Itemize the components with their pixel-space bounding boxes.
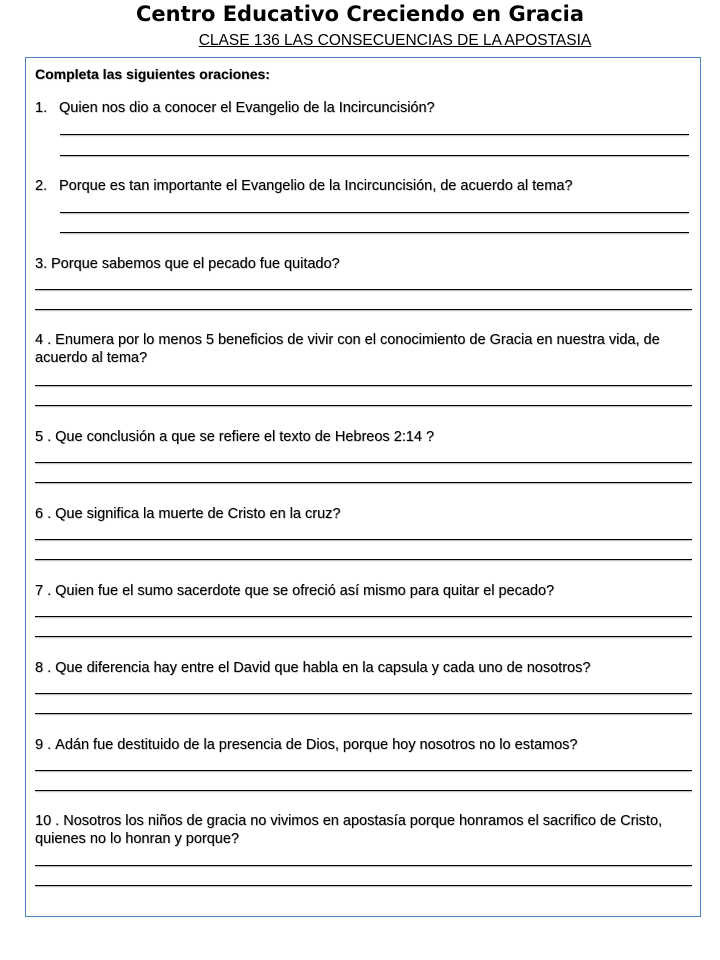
question-5-number: 5 . <box>35 429 52 445</box>
question-3-number: 3. <box>35 256 48 272</box>
answer-line-1a[interactable] <box>60 134 689 135</box>
answer-line-10b[interactable] <box>35 885 692 886</box>
question-2-number: 2. <box>35 178 48 194</box>
answer-line-3a[interactable] <box>35 289 692 290</box>
question-10-text: Nosotros los niños de gracia no vivimos en apostasía porque honramos el sacrifico de Cristo, quienes no lo honran y porque? <box>35 813 663 847</box>
question-5-text: Que conclusión a que se refiere el texto de Hebreos 2:14 ? <box>55 429 435 445</box>
question-10 <box>35 812 685 848</box>
answer-line-5a[interactable] <box>35 462 692 463</box>
question-10-number: 10 . <box>35 813 60 829</box>
answer-line-4a[interactable] <box>35 385 692 386</box>
question-6 <box>35 505 340 523</box>
school-title: Centro Educativo Creciendo en Gracia <box>135 2 585 26</box>
answer-line-9b[interactable] <box>35 790 692 791</box>
answer-line-2b[interactable] <box>60 232 689 233</box>
question-4-number: 4 . <box>35 332 52 348</box>
answer-line-8a[interactable] <box>35 693 692 694</box>
question-7-text: Quien fue el sumo sacerdote que se ofreció así mismo para quitar el pecado? <box>55 583 555 599</box>
question-6-number: 6 . <box>35 506 52 522</box>
question-6-text: Que significa la muerte de Cristo en la cruz? <box>55 506 341 522</box>
question-7 <box>35 582 554 600</box>
question-2-text: Porque es tan importante el Evangelio de la Incircuncisión, de acuerdo al tema? <box>59 178 573 194</box>
question-9 <box>35 736 578 754</box>
answer-line-10a[interactable] <box>35 865 692 866</box>
answer-line-4b[interactable] <box>35 405 692 406</box>
question-1-text: Quien nos dio a conocer el Evangelio de la Incircuncisión? <box>59 100 435 116</box>
question-9-number: 9 . <box>35 737 52 753</box>
question-8 <box>35 659 590 677</box>
class-subtitle: CLASE 136 LAS CONSECUENCIAS DE LA APOSTASIA <box>198 32 592 49</box>
answer-line-3b[interactable] <box>35 309 692 310</box>
question-8-number: 8 . <box>35 660 52 676</box>
question-1-number: 1. <box>35 100 48 116</box>
question-8-text: Que diferencia hay entre el David que habla en la capsula y cada uno de nosotros? <box>55 660 591 676</box>
answer-line-5b[interactable] <box>35 482 692 483</box>
answer-line-7b[interactable] <box>35 636 692 637</box>
answer-line-8b[interactable] <box>35 713 692 714</box>
question-4 <box>35 331 675 367</box>
question-1 <box>35 99 435 117</box>
answer-line-9a[interactable] <box>35 770 692 771</box>
question-4-text: Enumera por lo menos 5 beneficios de vivir con el conocimiento de Gracia en nuestra vida, de acuerdo al tema? <box>35 332 660 366</box>
answer-line-2a[interactable] <box>60 212 689 213</box>
question-7-number: 7 . <box>35 583 52 599</box>
answer-line-1b[interactable] <box>60 155 689 156</box>
answer-line-6b[interactable] <box>35 559 692 560</box>
question-3 <box>35 255 340 273</box>
question-9-text: Adán fue destituido de la presencia de Dios, porque hoy nosotros no lo estamos? <box>55 737 578 753</box>
answer-line-7a[interactable] <box>35 616 692 617</box>
instructions-heading: Completa las siguientes oraciones: <box>35 66 270 82</box>
question-3-text: Porque sabemos que el pecado fue quitado? <box>51 256 340 272</box>
question-5 <box>35 428 434 446</box>
answer-line-6a[interactable] <box>35 539 692 540</box>
question-2 <box>35 177 572 195</box>
